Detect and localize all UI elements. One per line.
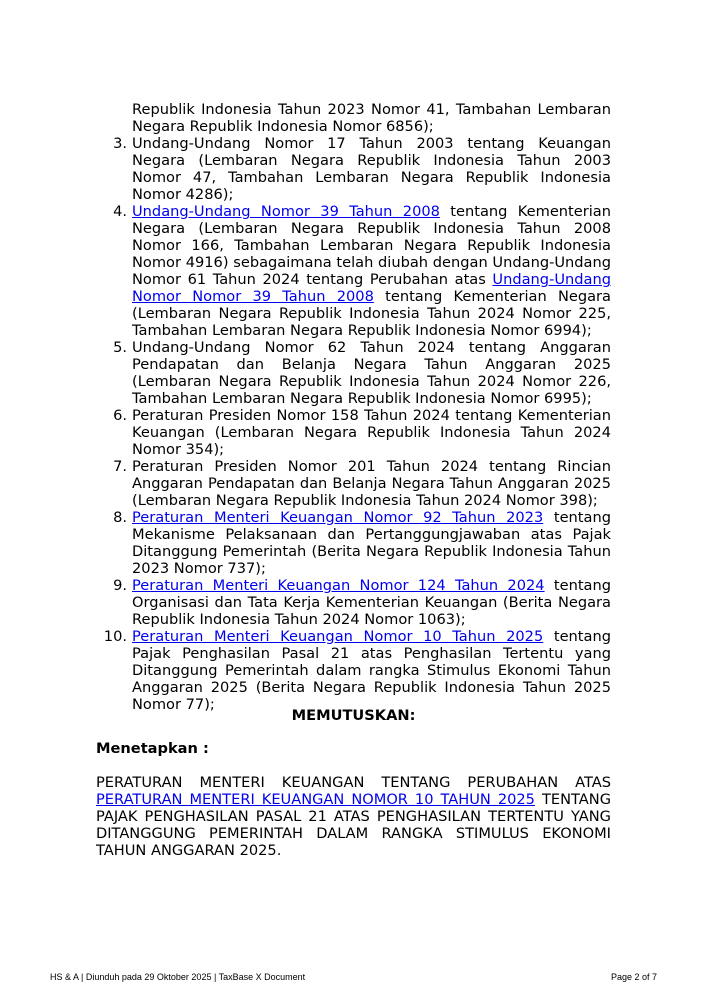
list-item-number: 7. <box>113 458 127 475</box>
regulation-link[interactable]: Peraturan Menteri Keuangan Nomor 124 Tahun 2024 <box>132 577 545 594</box>
list-item-number: 5. <box>113 339 127 356</box>
footer-page-number: Page 2 of 7 <box>610 972 657 982</box>
list-item-text: Undang-Undang Nomor 17 Tahun 2003 tentang Keuangan Negara (Lembaran Negara Republik Indonesia Tahun 2003 Nomor 47, Tambahan Lembaran Negara Republik Indonesia Nomor 4286); <box>132 135 611 203</box>
considering-list <box>96 101 611 713</box>
list-item <box>96 203 611 339</box>
list-item-continuation: Republik Indonesia Tahun 2023 Nomor 41, Tambahan Lembaran Negara Republik Indonesia Nomor 6856); <box>132 101 611 135</box>
list-item-text: Undang-Undang Nomor 62 Tahun 2024 tentang Anggaran Pendapatan dan Belanja Negara Tahun Anggaran 2025 (Lembaran Negara Republik Indonesia Tahun 2024 Nomor 226, Tambahan Lembaran Negara Republik Indonesia Nomor 6995); <box>132 339 611 407</box>
list-item-text: tentang Pajak Penghasilan Pasal 21 atas Penghasilan Tertentu yang Ditanggung Pemerintah dalam rangka Stimulus Ekonomi Tahun Anggaran 2025 (Berita Negara Republik Indonesia Tahun 2025 Nomor 77); <box>132 628 611 713</box>
decision-regulation-link[interactable]: PERATURAN MENTERI KEUANGAN NOMOR 10 TAHUN 2025 <box>96 791 535 808</box>
list-item-number: 6. <box>113 407 127 424</box>
regulation-link[interactable]: Undang-Undang Nomor Nomor 39 Tahun 2008 <box>132 271 611 305</box>
decision-text-after: TENTANG PAJAK PENGHASILAN PASAL 21 ATAS PENGHASILAN TERTENTU YANG DITANGGUNG PEMERINTAH DALAM RANGKA STIMULUS EKONOMI TAHUN ANGGARAN 2025. <box>96 791 612 859</box>
list-item-number: 3. <box>113 135 127 152</box>
list-item-number: 4. <box>113 203 127 220</box>
regulation-link[interactable]: Peraturan Menteri Keuangan Nomor 92 Tahun 2023 <box>132 509 544 526</box>
decision-heading: MEMUTUSKAN: <box>291 707 416 724</box>
footer-source: HS & A | Diunduh pada 29 Oktober 2025 | TaxBase X Document <box>50 972 306 982</box>
list-item-text: tentang Mekanisme Pelaksanaan dan Pertanggungjawaban atas Pajak Ditanggung Pemerintah (Berita Negara Republik Indonesia Tahun 2023 Nomor 737); <box>132 509 611 577</box>
list-item-text: Peraturan Presiden Nomor 158 Tahun 2024 tentang Kementerian Keuangan (Lembaran Negara Republik Indonesia Tahun 2024 Nomor 354); <box>132 407 611 458</box>
list-item <box>96 339 611 407</box>
list-item-text: tentang Kementerian Negara (Lembaran Negara Republik Indonesia Tahun 2008 Nomor 166, Tambahan Lembaran Negara Republik Indonesia Nomor 4916) sebagaimana telah diubah dengan Undang-Undang Nomor 61 Tahun 2024 tentang Perubahan atas <box>132 203 611 288</box>
menetapkan-label: Menetapkan : <box>96 740 209 757</box>
list-item <box>96 407 611 458</box>
decision-paragraph <box>96 774 611 859</box>
list-item-number: 8. <box>113 509 127 526</box>
decision-text-before: PERATURAN MENTERI KEUANGAN TENTANG PERUBAHAN ATAS <box>96 774 611 791</box>
list-item-number: 10. <box>103 628 127 645</box>
list-item-text: tentang Kementerian Negara (Lembaran Negara Republik Indonesia Tahun 2024 Nomor 225, Tambahan Lembaran Negara Republik Indonesia Nomor 6994); <box>132 288 611 339</box>
regulation-link[interactable]: Peraturan Menteri Keuangan Nomor 10 Tahun 2025 <box>132 628 544 645</box>
regulation-link[interactable]: Undang-Undang Nomor 39 Tahun 2008 <box>132 203 440 220</box>
list-item <box>96 628 611 713</box>
list-item <box>96 135 611 203</box>
list-item <box>96 577 611 628</box>
list-item-text: Peraturan Presiden Nomor 201 Tahun 2024 tentang Rincian Anggaran Pendapatan dan Belanja Negara Tahun Anggaran 2025 (Lembaran Negara Republik Indonesia Tahun 2024 Nomor 398); <box>132 458 611 509</box>
list-item <box>96 458 611 509</box>
list-item-number: 9. <box>113 577 127 594</box>
list-item-text: tentang Organisasi dan Tata Kerja Kementerian Keuangan (Berita Negara Republik Indonesia Tahun 2024 Nomor 1063); <box>132 577 611 628</box>
list-item <box>96 509 611 577</box>
